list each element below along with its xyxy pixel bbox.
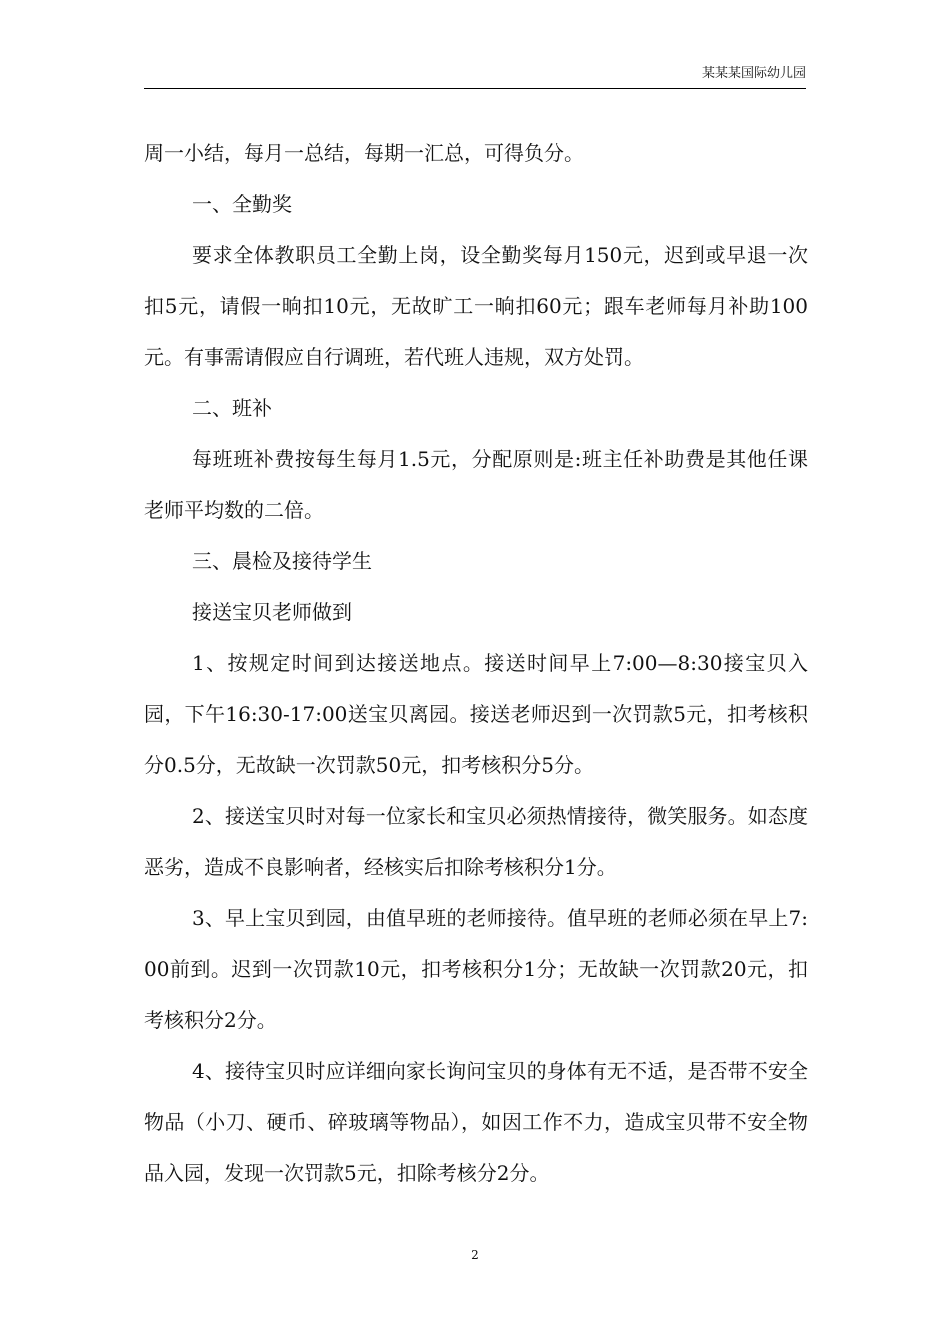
page-number: 2	[471, 1248, 479, 1262]
section-heading-class-subsidy: 二、班补	[192, 396, 272, 420]
section-heading-attendance: 一、全勤奖	[192, 192, 292, 216]
page-footer	[0, 1247, 950, 1263]
paragraph-attendance-rules: 要求全体教职员工全勤上岗，设全勤奖每月150元，迟到或早退一次扣5元，请假一晌扣10元，无故旷工一晌扣60元；跟车老师每月补助100元。有事需请假应自行调班，若代班人违规，双方处罚。	[144, 243, 808, 369]
header-org-name: 某某某国际幼儿园	[701, 66, 806, 81]
document-body	[144, 128, 808, 1199]
rule-item-3: 3、早上宝贝到园，由值早班的老师接待。值早班的老师必须在早上7:00前到。迟到一次罚款10元，扣考核积分1分；无故缺一次罚款20元，扣考核积分2分。	[144, 906, 808, 1032]
section-heading-morning-check: 三、晨检及接待学生	[192, 549, 372, 573]
paragraph-pickup-intro: 接送宝贝老师做到	[192, 600, 352, 624]
rule-item-2: 2、接送宝贝时对每一位家长和宝贝必须热情接待，微笑服务。如态度恶劣，造成不良影响者，经核实后扣除考核积分1分。	[144, 804, 808, 879]
rule-item-4: 4、接待宝贝时应详细向家长询问宝贝的身体有无不适，是否带不安全物品（小刀、硬币、碎玻璃等物品），如因工作不力，造成宝贝带不安全物品入园，发现一次罚款5元，扣除考核分2分。	[144, 1059, 808, 1185]
page-header	[144, 64, 806, 89]
paragraph-summary: 周一小结，每月一总结，每期一汇总，可得负分。	[144, 141, 584, 165]
paragraph-class-subsidy: 每班班补费按每生每月1.5元，分配原则是:班主任补助费是其他任课老师平均数的二倍。	[144, 447, 808, 522]
rule-item-1: 1、按规定时间到达接送地点。接送时间早上7:00—8:30接宝贝入园，下午16:30-17:00送宝贝离园。接送老师迟到一次罚款5元，扣考核积分0.5分，无故缺一次罚款50元，扣考核积分5分。	[144, 651, 808, 777]
